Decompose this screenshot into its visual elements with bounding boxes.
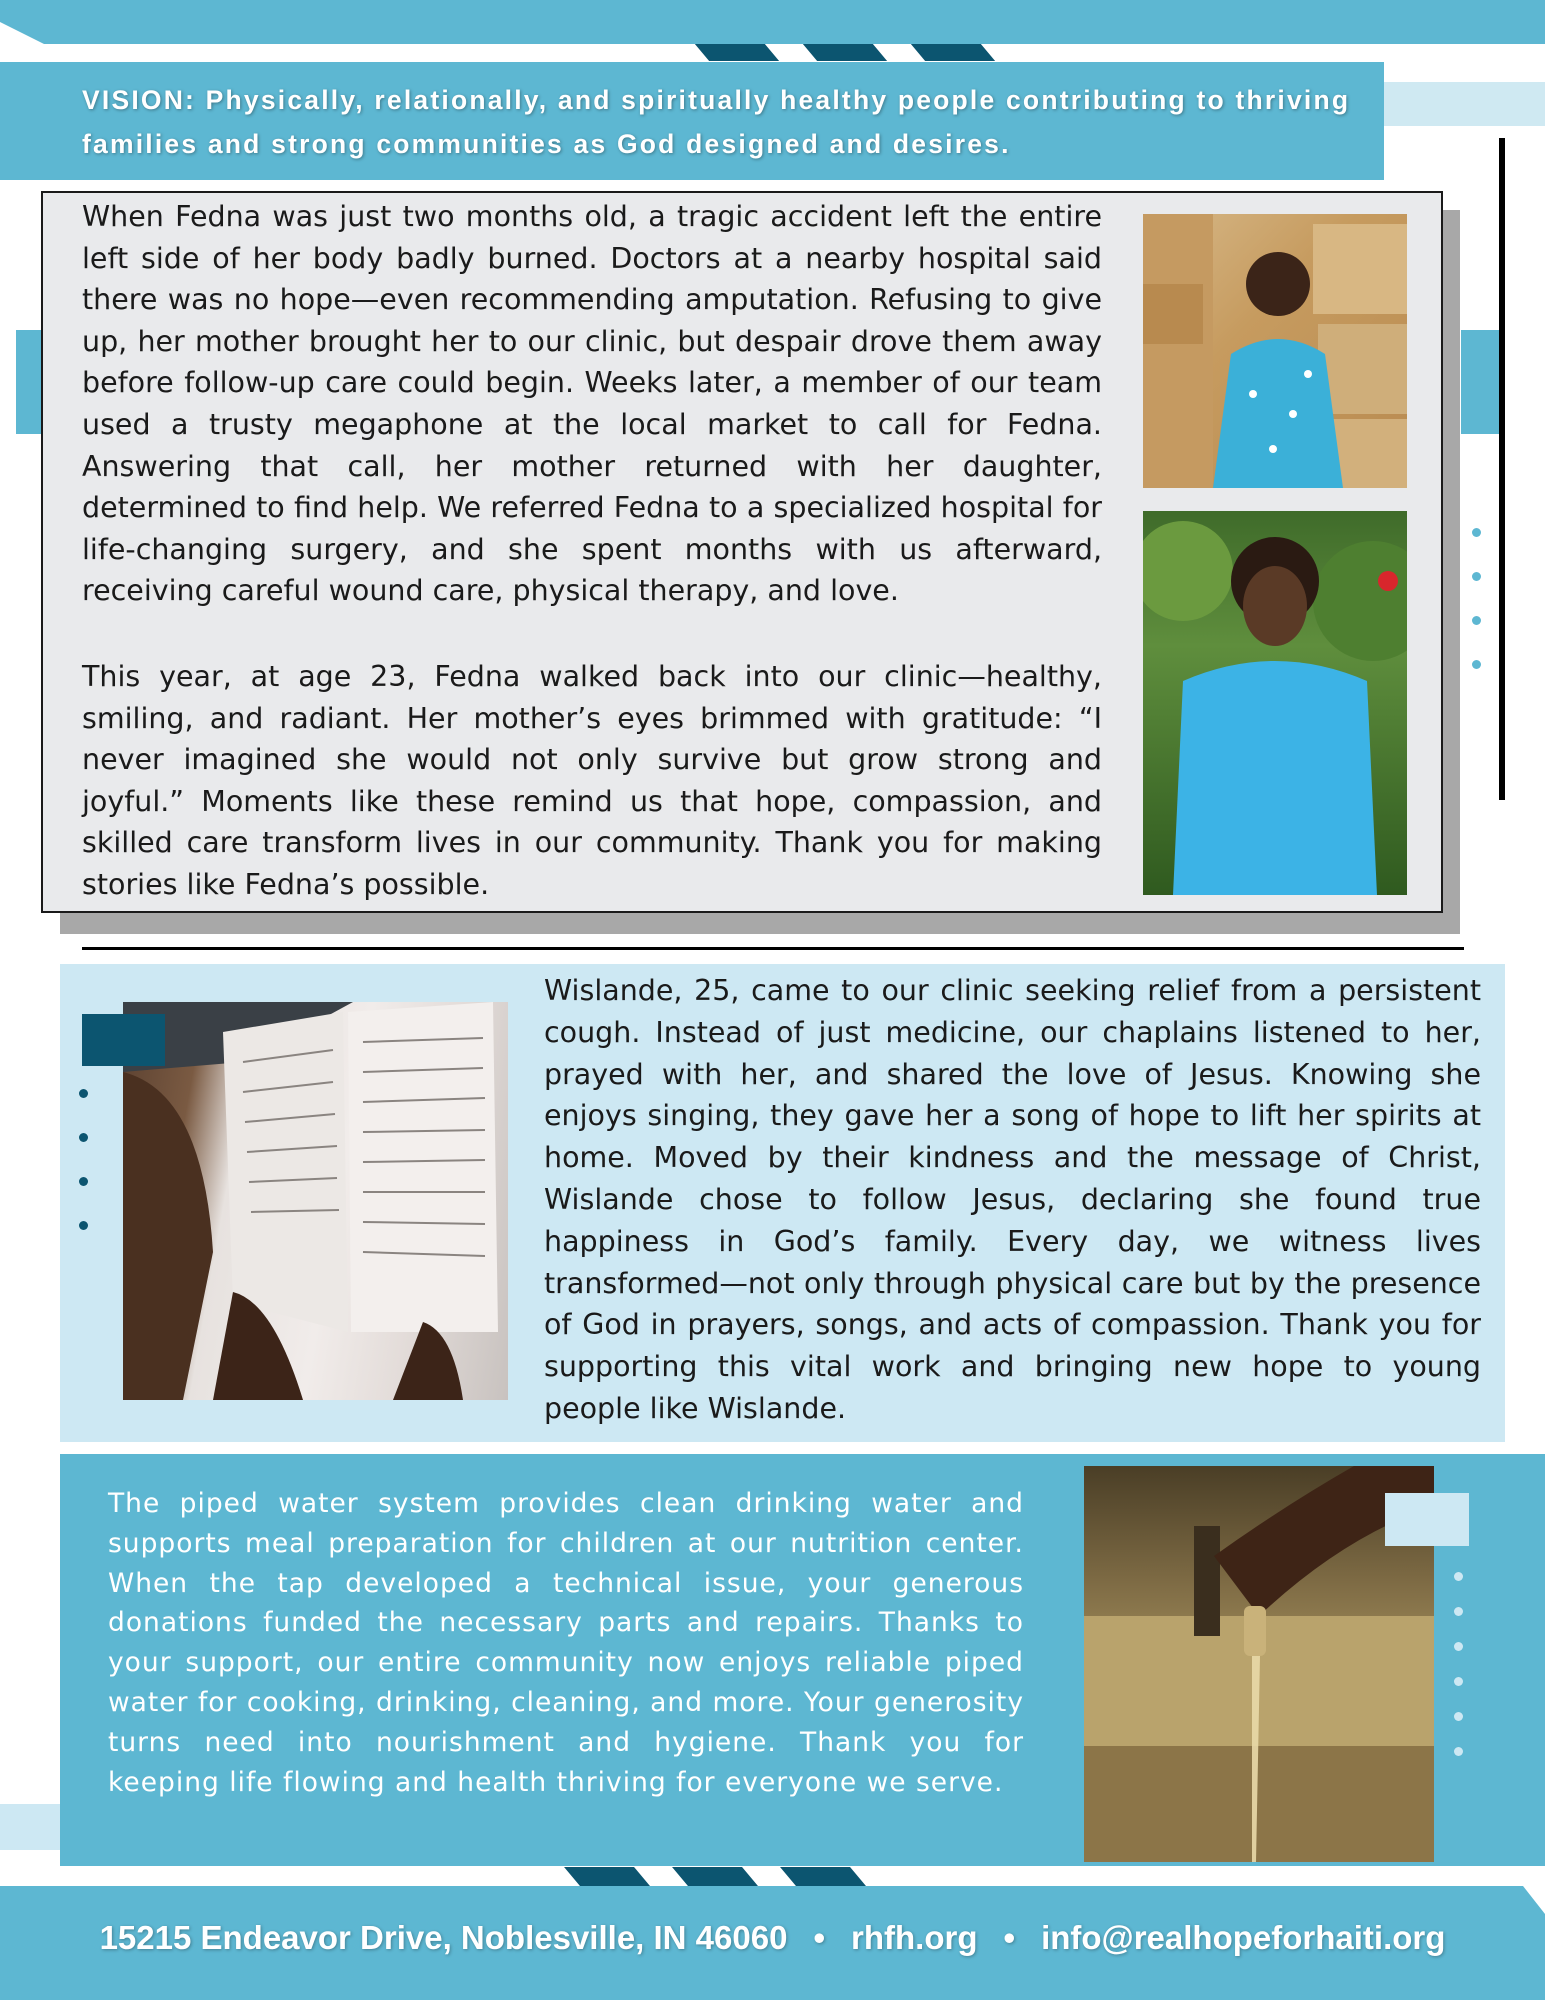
footer-website-link[interactable]: rhfh.org: [851, 1919, 978, 1956]
dot-decoration: [1454, 1712, 1463, 1721]
section-divider: [82, 947, 1464, 950]
dot-decoration: [1454, 1747, 1463, 1756]
dot-decoration: [79, 1133, 88, 1142]
dot-decoration: [1472, 572, 1481, 581]
dot-decoration: [1472, 528, 1481, 537]
photo-reading-bible-illustration: [123, 1002, 508, 1400]
light-square-decoration: [1385, 1493, 1469, 1546]
footer-address: 15215 Endeavor Drive, Noblesville, IN 46060: [99, 1919, 788, 1956]
dot-decoration: [1454, 1642, 1463, 1651]
footer-email-link[interactable]: info@realhopeforhaiti.org: [1041, 1919, 1446, 1956]
dot-decoration: [1454, 1677, 1463, 1686]
stripe-decoration: [780, 1867, 866, 1886]
dark-square-decoration: [82, 1014, 165, 1066]
top-band: [0, 0, 1545, 44]
dot-decoration: [79, 1089, 88, 1098]
dot-decoration: [1472, 616, 1481, 625]
photo-smiling-woman: [1143, 511, 1407, 895]
dot-decoration: [79, 1221, 88, 1230]
light-block-decoration: [1384, 82, 1545, 126]
side-block-decoration: [1461, 330, 1499, 434]
footer-contact: [0, 1908, 1545, 1968]
photo-water-tap-illustration: [1084, 1466, 1434, 1862]
story-wislande-text: Wislande, 25, came to our clinic seeking relief from a persistent cough. Instead of just medicine, our chaplains listened to her, prayed with her, and shared the love of Jesus. Knowing she enjoys singing, they gave her a song of hope to lift her spirits at home. Moved by their kindness and the message of Christ, Wislande chose to follow Jesus, declaring she found true happiness in God’s family. Every day, we witness lives transformed—not only through physical care but by the presence of God in prayers, songs, and acts of compassion. Thank you for supporting this vital work and bringing new hope to young people like Wislande.: [544, 974, 1481, 1425]
footer-separator: •: [1003, 1919, 1016, 1956]
story-fedna-paragraph-1: When Fedna was just two months old, a tragic accident left the entire left side of her body badly burned. Doctors at a nearby hospital said there was no hope—even recommending amputation. Refusing to give up, her mother brought her to our clinic, but despair drove them away before follow-up care could begin. Weeks later, a member of our team used a trusty megaphone at the local market to call for Fedna. Answering that call, her mother returned with her daughter, determined to find help. We referred Fedna to a specialized hospital for life-changing surgery, and she spent months with us afterward, receiving careful wound care, physical therapy, and love.: [82, 200, 1102, 608]
vertical-rule: [1499, 138, 1505, 800]
light-block-decoration: [0, 1804, 60, 1850]
stripe-decoration: [803, 44, 887, 61]
photo-water-tap: [1084, 1466, 1434, 1862]
dot-decoration: [79, 1177, 88, 1186]
photo-smiling-woman-illustration: [1143, 511, 1407, 895]
dot-decoration: [1454, 1572, 1463, 1581]
dot-decoration: [1472, 660, 1481, 669]
stripe-decoration: [672, 1867, 758, 1886]
dot-decoration: [1454, 1607, 1463, 1616]
story-fedna-paragraph-2: This year, at age 23, Fedna walked back into our clinic—healthy, smiling, and radiant. Her mother’s eyes brimmed with gratitude: “I never imagined she would not only survive but grow strong and joyful.” Moments like these remind us that hope, compassion, and skilled care transform lives in our community. Thank you for making stories like Fedna’s possible.: [82, 660, 1102, 901]
stripe-decoration: [564, 1867, 650, 1886]
footer-separator: •: [813, 1919, 826, 1956]
photo-young-girl: [1143, 214, 1407, 488]
photo-young-girl-illustration: [1143, 214, 1407, 488]
photo-reading-bible: [123, 1002, 508, 1400]
vision-statement: VISION: Physically, relationally, and spiritually healthy people contributing to thriving families and strong communities as God designed and desires.: [82, 85, 1351, 159]
stripe-decoration: [911, 44, 995, 61]
stripe-decoration: [695, 44, 779, 61]
story-water-text: The piped water system provides clean drinking water and supports meal preparation for children at our nutrition center. When the tap developed a technical issue, your generous donations funded the necessary parts and repairs. Thanks to your support, our entire community now enjoys reliable piped water for cooking, drinking, cleaning, and more. Your generosity turns need into nourishment and hygiene. Thank you for keeping life flowing and health thriving for everyone we serve.: [108, 1488, 1024, 1798]
